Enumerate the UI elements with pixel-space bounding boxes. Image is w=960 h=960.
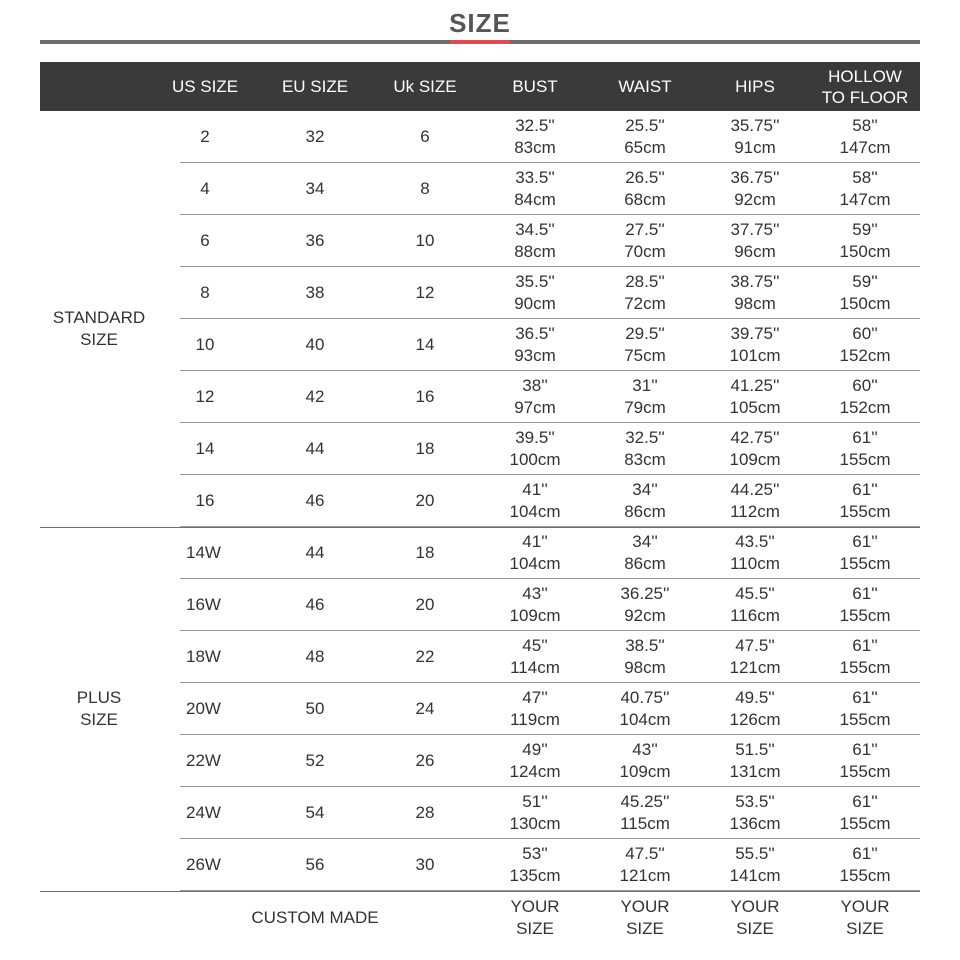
waist-cell (590, 423, 700, 475)
hips-centimeters: 141cm (729, 866, 781, 885)
us-size-cell: 20W (186, 699, 221, 718)
eu-size-cell: 34 (305, 179, 325, 198)
hollow-inches: 60'' (852, 376, 878, 395)
hips-cell (700, 839, 810, 891)
page-title: SIZE (449, 8, 511, 38)
waist-inches: 34'' (632, 480, 658, 499)
uk-size-cell: 22 (415, 647, 435, 666)
group-label-plus (40, 687, 158, 731)
uk-size-cell: 30 (415, 855, 435, 874)
hips-inches: 35.75'' (730, 116, 780, 135)
hips-centimeters: 110cm (730, 554, 780, 573)
hips-inches: 41.25'' (730, 376, 780, 395)
hollow-inches: 61'' (852, 844, 878, 863)
custom-waist-value (590, 892, 700, 944)
bust-inches: 35.5'' (515, 272, 555, 291)
us-size-cell: 24W (186, 803, 221, 822)
custom-value-line: SIZE (846, 919, 884, 938)
hips-cell (700, 267, 810, 319)
hollow-inches: 61'' (852, 792, 878, 811)
uk-size-cell: 20 (415, 491, 435, 510)
hollow-inches: 59'' (852, 220, 878, 239)
waist-cell (590, 631, 700, 683)
waist-centimeters: 92cm (624, 606, 666, 625)
hollow-inches: 61'' (852, 584, 878, 603)
header-us-size: US SIZE (171, 77, 239, 96)
bust-inches: 41'' (522, 532, 548, 551)
hollow-centimeters: 155cm (839, 866, 891, 885)
bust-inches: 36.5'' (515, 324, 555, 343)
bust-cell (480, 787, 590, 839)
group-label-standard (40, 307, 158, 351)
title-accent-bar (450, 40, 510, 44)
bust-cell (480, 631, 590, 683)
hips-centimeters: 121cm (729, 658, 781, 677)
waist-inches: 31'' (632, 376, 658, 395)
custom-made-label: CUSTOM MADE (251, 908, 379, 927)
bust-centimeters: 88cm (514, 242, 556, 261)
us-size-cell: 12 (195, 387, 215, 406)
table-row (180, 839, 920, 891)
hollow-to-floor-cell (810, 423, 920, 475)
table-header (40, 62, 920, 111)
table-row (180, 631, 920, 683)
waist-centimeters: 104cm (619, 710, 671, 729)
hollow-to-floor-cell (810, 735, 920, 787)
custom-bust-value (480, 892, 590, 944)
eu-size-cell: 56 (305, 855, 325, 874)
bust-centimeters: 104cm (509, 554, 561, 573)
bust-cell (480, 423, 590, 475)
us-size-cell: 16W (186, 595, 221, 614)
bust-cell (480, 111, 590, 163)
row-divider (180, 890, 920, 891)
hollow-to-floor-cell (810, 267, 920, 319)
hips-cell (700, 319, 810, 371)
hips-cell (700, 683, 810, 735)
hips-centimeters: 131cm (729, 762, 781, 781)
eu-size-cell: 54 (305, 803, 325, 822)
table-row (180, 267, 920, 319)
us-size-cell: 4 (200, 179, 210, 198)
table-row (180, 787, 920, 839)
waist-cell (590, 527, 700, 579)
hollow-centimeters: 155cm (839, 814, 891, 833)
bust-centimeters: 135cm (509, 866, 561, 885)
hips-inches: 37.75'' (730, 220, 780, 239)
hips-centimeters: 109cm (729, 450, 781, 469)
waist-cell (590, 319, 700, 371)
hollow-to-floor-cell (810, 163, 920, 215)
table-row (180, 423, 920, 475)
bust-cell (480, 215, 590, 267)
hips-centimeters: 96cm (734, 242, 776, 261)
bust-centimeters: 83cm (514, 138, 556, 157)
table-row (180, 163, 920, 215)
hollow-to-floor-cell (810, 683, 920, 735)
hips-inches: 51.5'' (735, 740, 775, 759)
custom-value-line: YOUR (510, 897, 560, 916)
waist-centimeters: 75cm (624, 346, 666, 365)
hips-cell (700, 631, 810, 683)
bust-inches: 45'' (522, 636, 548, 655)
waist-cell (590, 267, 700, 319)
hollow-inches: 61'' (852, 532, 878, 551)
hollow-centimeters: 152cm (839, 398, 891, 417)
hollow-centimeters: 150cm (839, 294, 891, 313)
us-size-cell: 6 (200, 231, 210, 250)
us-size-cell: 14W (186, 543, 221, 562)
hollow-inches: 61'' (852, 480, 878, 499)
waist-cell (590, 475, 700, 527)
hips-inches: 38.75'' (730, 272, 780, 291)
hollow-to-floor-cell (810, 631, 920, 683)
waist-cell (590, 111, 700, 163)
bust-cell (480, 163, 590, 215)
hips-cell (700, 423, 810, 475)
hips-cell (700, 371, 810, 423)
custom-hips-value (700, 892, 810, 944)
waist-cell (590, 371, 700, 423)
hips-centimeters: 105cm (729, 398, 781, 417)
waist-inches: 40.75'' (620, 688, 670, 707)
bust-centimeters: 124cm (509, 762, 561, 781)
waist-cell (590, 683, 700, 735)
custom-value-line: YOUR (840, 897, 890, 916)
hollow-inches: 61'' (852, 428, 878, 447)
bust-cell (480, 475, 590, 527)
uk-size-cell: 14 (415, 335, 435, 354)
waist-inches: 38.5'' (625, 636, 665, 655)
waist-inches: 36.25'' (620, 584, 670, 603)
hips-cell (700, 787, 810, 839)
hollow-centimeters: 155cm (839, 710, 891, 729)
eu-size-cell: 50 (305, 699, 325, 718)
header-hips: HIPS (735, 77, 775, 96)
header-eu-size: EU SIZE (281, 77, 349, 96)
waist-centimeters: 121cm (619, 866, 671, 885)
hollow-centimeters: 155cm (839, 658, 891, 677)
hips-inches: 55.5'' (735, 844, 775, 863)
header-bust: BUST (512, 77, 558, 96)
waist-inches: 29.5'' (625, 324, 665, 343)
hips-cell (700, 735, 810, 787)
waist-inches: 45.25'' (620, 792, 670, 811)
table-row (180, 371, 920, 423)
bust-centimeters: 114cm (510, 658, 560, 677)
uk-size-cell: 26 (415, 751, 435, 770)
hollow-to-floor-cell (810, 527, 920, 579)
waist-centimeters: 86cm (624, 502, 666, 521)
us-size-cell: 2 (200, 127, 210, 146)
bust-cell (480, 579, 590, 631)
hollow-centimeters: 147cm (839, 190, 891, 209)
hips-cell (700, 215, 810, 267)
hollow-centimeters: 152cm (839, 346, 891, 365)
hollow-inches: 58'' (852, 116, 878, 135)
eu-size-cell: 38 (305, 283, 325, 302)
bust-cell (480, 319, 590, 371)
hollow-centimeters: 155cm (839, 606, 891, 625)
group-label-line: STANDARD (52, 308, 146, 327)
waist-centimeters: 70cm (624, 242, 666, 261)
waist-inches: 43'' (632, 740, 658, 759)
us-size-cell: 22W (186, 751, 221, 770)
bust-centimeters: 104cm (509, 502, 561, 521)
hips-centimeters: 91cm (734, 138, 776, 157)
waist-inches: 25.5'' (625, 116, 665, 135)
uk-size-cell: 24 (415, 699, 435, 718)
custom-made-row (40, 892, 920, 944)
table-row (180, 475, 920, 527)
bust-centimeters: 84cm (514, 190, 556, 209)
waist-cell (590, 215, 700, 267)
eu-size-cell: 40 (305, 335, 325, 354)
uk-size-cell: 8 (420, 179, 430, 198)
waist-centimeters: 83cm (624, 450, 666, 469)
hips-cell (700, 475, 810, 527)
uk-size-cell: 16 (415, 387, 435, 406)
eu-size-cell: 42 (305, 387, 325, 406)
hips-inches: 44.25'' (730, 480, 780, 499)
custom-value-line: SIZE (736, 919, 774, 938)
hips-centimeters: 116cm (730, 606, 780, 625)
hollow-centimeters: 147cm (839, 138, 891, 157)
eu-size-cell: 46 (305, 595, 325, 614)
hips-cell (700, 579, 810, 631)
uk-size-cell: 6 (420, 127, 430, 146)
table-row (180, 527, 920, 579)
waist-inches: 32.5'' (625, 428, 665, 447)
waist-inches: 34'' (632, 532, 658, 551)
hollow-centimeters: 155cm (839, 554, 891, 573)
hips-cell (700, 527, 810, 579)
waist-centimeters: 79cm (624, 398, 666, 417)
waist-centimeters: 98cm (624, 658, 666, 677)
bust-centimeters: 93cm (514, 346, 556, 365)
bust-centimeters: 90cm (514, 294, 556, 313)
hollow-inches: 58'' (852, 168, 878, 187)
hips-inches: 49.5'' (735, 688, 775, 707)
hips-centimeters: 112cm (730, 502, 780, 521)
custom-value-line: SIZE (516, 919, 554, 938)
hollow-inches: 59'' (852, 272, 878, 291)
waist-centimeters: 68cm (624, 190, 666, 209)
hips-inches: 39.75'' (730, 324, 780, 343)
bust-centimeters: 119cm (510, 710, 560, 729)
custom-value-line: YOUR (620, 897, 670, 916)
eu-size-cell: 48 (305, 647, 325, 666)
waist-centimeters: 109cm (619, 762, 671, 781)
table-row (180, 683, 920, 735)
bust-inches: 49'' (522, 740, 548, 759)
waist-cell (590, 735, 700, 787)
hollow-to-floor-cell (810, 787, 920, 839)
bust-inches: 34.5'' (515, 220, 555, 239)
bust-inches: 32.5'' (515, 116, 555, 135)
hollow-to-floor-cell (810, 215, 920, 267)
header-uk-size: Uk SIZE (393, 77, 457, 96)
waist-cell (590, 579, 700, 631)
uk-size-cell: 12 (415, 283, 435, 302)
bust-inches: 53'' (522, 844, 548, 863)
hollow-inches: 61'' (852, 740, 878, 759)
eu-size-cell: 32 (305, 127, 325, 146)
waist-inches: 26.5'' (625, 168, 665, 187)
hips-inches: 53.5'' (735, 792, 775, 811)
eu-size-cell: 46 (305, 491, 325, 510)
waist-cell (590, 839, 700, 891)
table-row (180, 215, 920, 267)
hollow-to-floor-cell (810, 579, 920, 631)
group-label-line: SIZE (80, 330, 118, 349)
bust-inches: 47'' (522, 688, 548, 707)
hollow-centimeters: 150cm (839, 242, 891, 261)
bust-cell (480, 267, 590, 319)
header-hollow-to-floor: HOLLOW TO FLOOR (821, 66, 909, 107)
us-size-cell: 26W (186, 855, 221, 874)
waist-centimeters: 72cm (624, 294, 666, 313)
hollow-to-floor-cell (810, 319, 920, 371)
waist-centimeters: 65cm (624, 138, 666, 157)
bust-cell (480, 371, 590, 423)
waist-centimeters: 115cm (620, 814, 670, 833)
uk-size-cell: 10 (415, 231, 435, 250)
hollow-inches: 61'' (852, 688, 878, 707)
table-row (180, 319, 920, 371)
table-row (180, 579, 920, 631)
bust-cell (480, 735, 590, 787)
uk-size-cell: 18 (415, 543, 435, 562)
hollow-inches: 61'' (852, 636, 878, 655)
us-size-cell: 18W (186, 647, 221, 666)
hips-cell (700, 111, 810, 163)
bust-inches: 38'' (522, 376, 548, 395)
eu-size-cell: 36 (305, 231, 325, 250)
hips-inches: 45.5'' (735, 584, 775, 603)
custom-hollow-value (810, 892, 920, 944)
waist-cell (590, 787, 700, 839)
hips-centimeters: 136cm (729, 814, 781, 833)
eu-size-cell: 52 (305, 751, 325, 770)
hollow-to-floor-cell (810, 839, 920, 891)
group-label-line: SIZE (80, 710, 118, 729)
custom-value-line: YOUR (730, 897, 780, 916)
hips-inches: 43.5'' (735, 532, 775, 551)
waist-inches: 47.5'' (625, 844, 665, 863)
hips-inches: 36.75'' (730, 168, 780, 187)
us-size-cell: 10 (195, 335, 215, 354)
us-size-cell: 16 (195, 491, 215, 510)
bust-cell (480, 527, 590, 579)
us-size-cell: 14 (195, 439, 215, 458)
waist-centimeters: 86cm (624, 554, 666, 573)
bust-cell (480, 683, 590, 735)
hollow-to-floor-cell (810, 111, 920, 163)
waist-cell (590, 163, 700, 215)
us-size-cell: 8 (200, 283, 210, 302)
bust-inches: 51'' (522, 792, 548, 811)
table-row (180, 735, 920, 787)
waist-inches: 28.5'' (625, 272, 665, 291)
hips-centimeters: 92cm (734, 190, 776, 209)
bust-centimeters: 100cm (509, 450, 561, 469)
header-waist: WAIST (618, 77, 672, 96)
bust-inches: 41'' (522, 480, 548, 499)
hollow-to-floor-cell (810, 371, 920, 423)
eu-size-cell: 44 (305, 543, 325, 562)
bust-centimeters: 97cm (514, 398, 556, 417)
hips-inches: 42.75'' (730, 428, 780, 447)
hollow-centimeters: 155cm (839, 762, 891, 781)
bust-cell (480, 839, 590, 891)
group-label-line: PLUS (76, 688, 122, 707)
hips-centimeters: 98cm (734, 294, 776, 313)
hips-cell (700, 163, 810, 215)
hollow-centimeters: 155cm (839, 450, 891, 469)
bust-inches: 39.5'' (515, 428, 555, 447)
table-row (180, 111, 920, 163)
hollow-centimeters: 155cm (839, 502, 891, 521)
waist-inches: 27.5'' (625, 220, 665, 239)
bust-centimeters: 130cm (509, 814, 561, 833)
custom-value-line: SIZE (626, 919, 664, 938)
hollow-to-floor-cell (810, 475, 920, 527)
uk-size-cell: 20 (415, 595, 435, 614)
uk-size-cell: 18 (415, 439, 435, 458)
hollow-inches: 60'' (852, 324, 878, 343)
bust-centimeters: 109cm (509, 606, 561, 625)
bust-inches: 43'' (522, 584, 548, 603)
uk-size-cell: 28 (415, 803, 435, 822)
eu-size-cell: 44 (305, 439, 325, 458)
hips-inches: 47.5'' (735, 636, 775, 655)
hips-centimeters: 101cm (729, 346, 781, 365)
hips-centimeters: 126cm (729, 710, 781, 729)
bust-inches: 33.5'' (515, 168, 555, 187)
